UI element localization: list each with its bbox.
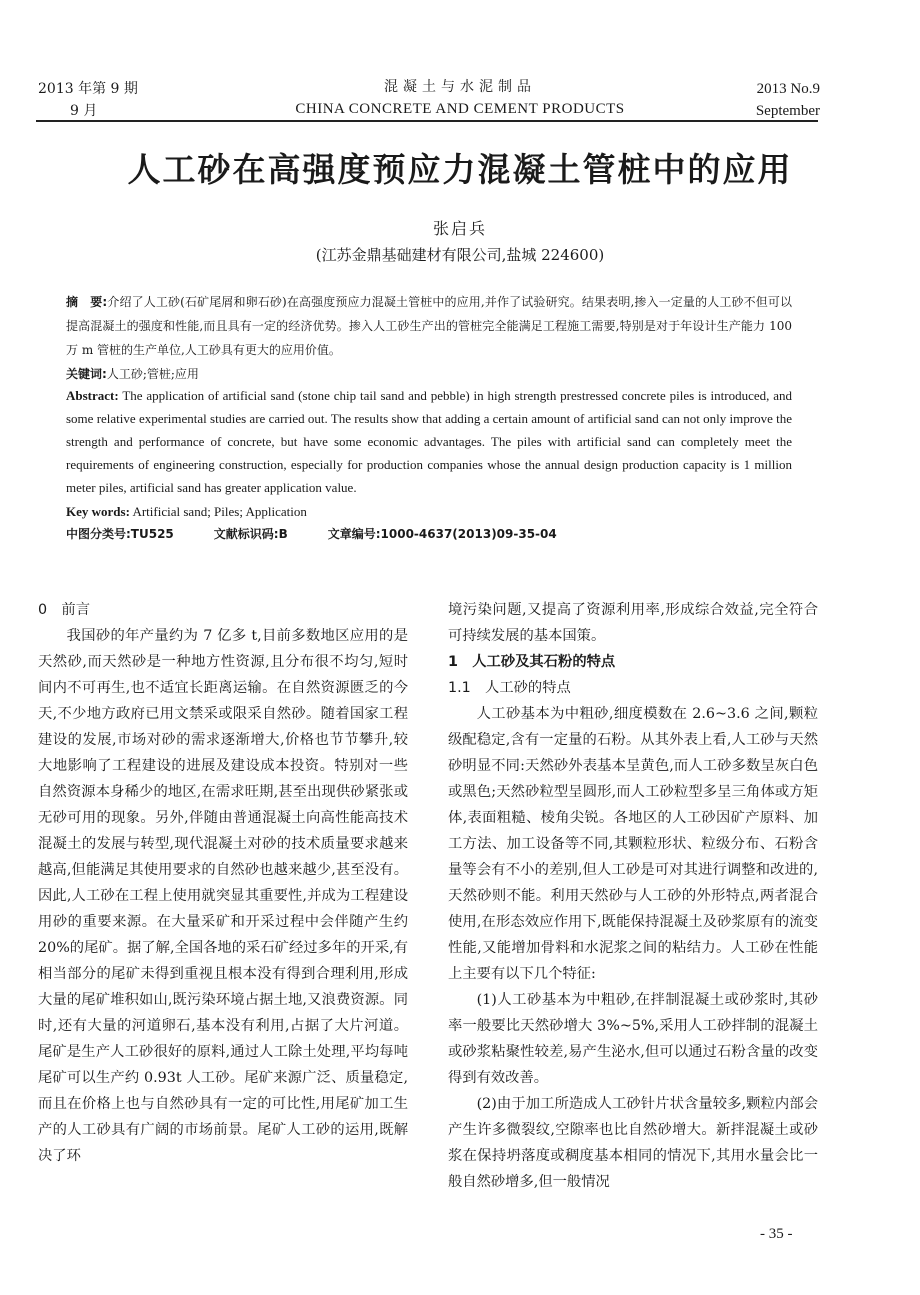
paragraph: 我国砂的年产量约为 7 亿多 t,目前多数地区应用的是天然砂,而天然砂是一种地方性资源,且分布很不均匀,短时间内不可再生,也不适宜长距离运输。在自然资源匮乏的今天,不少地方政府已用文禁采或限采自然砂。随着国家工程建设的发展,市场对砂的需求逐渐增大,价格也节节攀升,较大地影响了工程建设的进展及建设成本投资。特别对一些自然资源本身稀少的地区,在需求旺期,甚至出现供砂紧张或无砂可用的现象。另外,伴随由普通混凝土向高性能高技术混凝土的发展与转型,现代混凝土对砂的技术质量要求越来越高,但能满足其使用要求的自然砂也越来越少,甚至没有。因此,人工砂在工程上使用就突显其重要性,并成为工程建设用砂的重要来源。在大量采矿和开采过程中会伴随产生约 20%的尾矿。据了解,全国各地的采石矿经过多年的开采,有相当部分的尾矿未得到重视且根本没有得到合理利用,形成大量的尾矿堆积如山,既污染环境占据土地,又浪费资源。同时,还有大量的河道卵石,基本没有利用,占据了大片河道。尾矿是生产人工砂很好的原料,通过人工除土处理,平均每吨尾矿可以生产约 0.93t 人工砂。尾矿来源广泛、质量稳定,而且在价格上也与自然砂具有一定的可比性,用尾矿加工生产的人工砂具有广阔的市场前景。尾矿人工砂的运用,既解决了环 [38,628,408,1164]
journal-name-en: CHINA CONCRETE AND CEMENT PRODUCTS [295,101,625,117]
body-column-right [448,597,818,1195]
paragraph-continued: 境污染问题,又提高了资源利用率,形成综合效益,完全符合可持续发展的基本国策。 [448,602,818,644]
keywords-cn-label: 关键词: [66,367,107,381]
keywords-en-text: Artificial sand; Piles; Application [132,504,307,519]
journal-name-cn: 混凝土与水泥制品 [384,79,536,95]
author: 张启兵 [432,219,487,238]
header-right [756,78,820,122]
abstract-en-label: Abstract: [66,388,119,403]
section-heading-preface: 0 前言 [38,602,90,618]
body-column-left [38,597,408,1169]
abstract-cn-text: 介绍了人工砂(石矿尾屑和卵石砂)在高强度预应力混凝土管桩中的应用,并作了试验研究。结果表明,掺入一定量的人工砂不但可以提高混凝土的强度和性能,而且具有一定的经济优势。掺入人工砂生产出的管桩完全能满足工程施工需要,特别是对于年设计生产能力 100 万 m 管桩的生产单位,人工砂具有更大的应用价值。 [66,295,792,357]
keywords-cn [66,362,792,386]
keywords-en [66,500,792,524]
clc-number: 中图分类号:TU525 [66,527,174,541]
page-number: - 35 - [760,1226,793,1242]
affiliation: (江苏金鼎基础建材有限公司,盐城 224600) [315,246,605,264]
list-item-2: (2)由于加工所造成人工砂针片状含量较多,颗粒内部会产生许多微裂纹,空隙率也比自然砂增大。新拌混凝土或砂浆在保持坍落度或稠度基本相同的情况下,其用水量会比一般自然砂增多,但一般情况 [448,1096,818,1190]
keywords-en-label: Key words: [66,504,130,519]
abstract-en [66,384,792,499]
header-issue-en: 2013 No.9 [756,81,820,97]
header-month-en: September [755,103,820,119]
abstract-en-text: The application of artificial sand (stone chip tail sand and pebble) in high strength prestressed concrete piles is introduced, and some relative experimental studies are carried out. The results show that adding a certain amount of artificial sand can not only improve the strength and performance of concrete, but have some economic advantages. The piles with artificial sand can completely meet the requirements of engineering construction, especially for production companies whose the annual design production capacity is 1 million meter piles, artificial sand has greater application value. [66,388,792,495]
keywords-cn-text: 人工砂;管桩;应用 [106,367,199,381]
header-month: 9 月 [70,103,98,119]
abstract-cn [66,290,792,362]
paragraph: 人工砂基本为中粗砂,细度模数在 2.6~3.6 之间,颗粒级配稳定,含有一定量的石粉。从其外表上看,人工砂与天然砂明显不同:天然砂外表基本呈黄色,而人工砂多数呈灰白色或黑色;天然砂粒型呈圆形,而人工砂粒型多呈三角体或方矩体,表面粗糙、棱角尖锐。各地区的人工砂因矿产原料、加工方法、加工设备等不同,其颗粒形状、粒级分布、石粉含量等会有不小的差别,但人工砂是可对其进行调整和改进的,天然砂则不能。利用天然砂与人工砂的外形特点,两者混合使用,在形态效应作用下,既能保持混凝土及砂浆原有的流变性能,又能增加骨料和水泥浆之间的粘结力。人工砂在性能上主要有以下几个特征: [448,706,818,982]
header-year-issue: 2013 年第 9 期 [38,81,138,97]
classification-line [66,522,792,546]
paper-title: 人工砂在高强度预应力混凝土管桩中的应用 [127,150,793,189]
header-rule [36,120,818,122]
article-number: 文章编号:1000-4637(2013)09-35-04 [327,527,557,541]
document-code: 文献标识码:B [213,527,288,541]
subsection-heading-1-1: 1.1 人工砂的特点 [448,680,571,696]
abstract-cn-label: 摘 要: [66,295,108,309]
list-item-1: (1)人工砂基本为中粗砂,在拌制混凝土或砂浆时,其砂率一般要比天然砂增大 3%~5%,采用人工砂拌制的混凝土或砂浆粘聚性较差,易产生泌水,但可以通过石粉含量的改变得到有效改善。 [448,992,818,1086]
section-heading-1: 1 人工砂及其石粉的特点 [448,654,616,670]
